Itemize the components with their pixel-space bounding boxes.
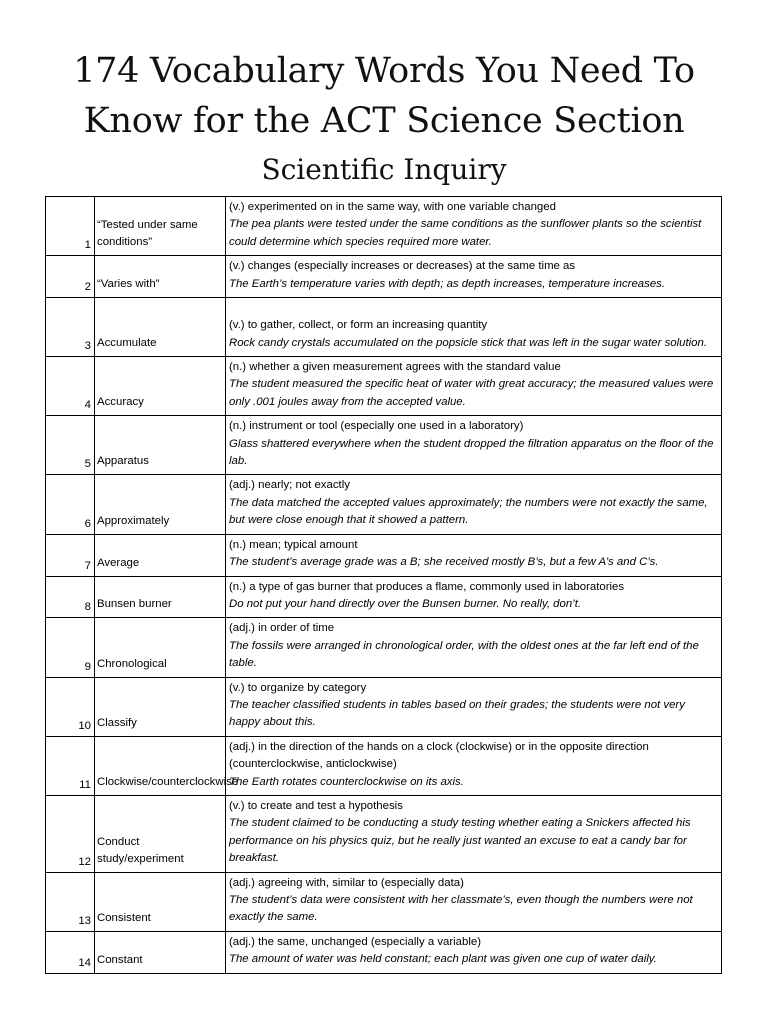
definition-text: (n.) a type of gas burner that produces a flame, commonly used in laboratories (229, 580, 625, 593)
vocab-term: Approximately (95, 475, 226, 534)
section-subtitle: Scientific Inquiry (261, 153, 507, 186)
row-number: 13 (46, 872, 95, 931)
row-number: 14 (46, 931, 95, 973)
row-number: 12 (46, 795, 95, 872)
example-sentence: The fossils were arranged in chronological order, with the oldest ones at the far left end of the table. (229, 639, 699, 670)
table-row (46, 677, 722, 736)
table-row (46, 795, 722, 872)
title-line-1: 174 Vocabulary Words You Need To (73, 51, 695, 91)
definition-cell (226, 357, 722, 416)
example-sentence: Rock candy crystals accumulated on the popsicle stick that was left in the sugar water solution. (229, 336, 708, 349)
table-row (46, 298, 722, 357)
definition-text: (v.) to create and test a hypothesis (229, 799, 403, 812)
table-row (46, 736, 722, 795)
vocab-term: Accuracy (95, 357, 226, 416)
example-sentence: The student measured the specific heat of water with great accuracy; the measured values were only .001 joules away from the accepted value. (229, 378, 714, 408)
table-row (46, 357, 722, 416)
example-sentence: Do not put your hand directly over the Bunsen burner. No really, don’t. (229, 597, 582, 610)
definition-text: (n.) instrument or tool (especially one used in a laboratory) (229, 420, 524, 433)
vocab-term: Classify (95, 677, 226, 736)
vocabulary-table (45, 196, 722, 974)
definition-cell (226, 872, 722, 931)
example-sentence: The amount of water was held constant; each plant was given one cup of water daily. (229, 953, 657, 966)
definition-cell (226, 534, 722, 576)
example-sentence: The student claimed to be conducting a study testing whether eating a Snickers affected his performance on his physics quiz, but he really just wanted an excuse to eat a candy bar for breakfast. (229, 817, 691, 865)
definition-text: (v.) to organize by category (229, 681, 367, 694)
definition-cell (226, 475, 722, 534)
table-row (46, 931, 722, 973)
vocab-term: Average (95, 534, 226, 576)
vocab-term: Chronological (95, 618, 226, 677)
vocab-term: Clockwise/counterclockwise (95, 736, 226, 795)
row-number: 8 (46, 576, 95, 618)
example-sentence: The student’s data were consistent with her classmate’s, even though the numbers were not exactly the same. (229, 894, 693, 924)
table-row (46, 256, 722, 298)
definition-cell (226, 736, 722, 795)
table-row (46, 475, 722, 534)
row-number: 10 (46, 677, 95, 736)
example-sentence: The data matched the accepted values approximately; the numbers were not exactly the same, but were close enough that it showed a pattern. (229, 496, 708, 527)
definition-cell (226, 931, 722, 973)
row-number: 1 (46, 197, 95, 256)
row-number: 4 (46, 357, 95, 416)
row-number: 9 (46, 618, 95, 677)
row-number: 11 (46, 736, 95, 795)
definition-text: (v.) experimented on in the same way, with one variable changed (229, 201, 556, 213)
vocab-term: Consistent (95, 872, 226, 931)
vocab-term: Bunsen burner (95, 576, 226, 618)
definition-cell (226, 197, 722, 256)
example-sentence: The student’s average grade was a B; she received mostly B’s, but a few A’s and C’s. (229, 556, 659, 569)
vocab-term: Conduct study/experiment (95, 795, 226, 872)
vocab-term: Accumulate (95, 298, 226, 357)
vocab-term: “Varies with” (95, 256, 226, 298)
vocab-term: Apparatus (95, 416, 226, 475)
definition-text: (n.) whether a given measurement agrees with the standard value (229, 361, 561, 374)
example-sentence: The teacher classified students in tables based on their grades; the students were not very happy about this. (229, 698, 685, 729)
row-number: 3 (46, 298, 95, 357)
definition-text: (v.) changes (especially increases or decreases) at the same time as (229, 260, 576, 273)
row-number: 2 (46, 256, 95, 298)
row-number: 7 (46, 534, 95, 576)
example-sentence: The Earth rotates counterclockwise on its axis. (229, 775, 464, 788)
title-line-2: Know for the ACT Science Section (83, 101, 685, 141)
definition-cell (226, 298, 722, 357)
page-title (0, 46, 768, 146)
definition-text: (adj.) in the direction of the hands on a clock (clockwise) or in the opposite direction (counterclockwise, anticlockwise) (229, 740, 649, 771)
row-number: 6 (46, 475, 95, 534)
definition-text: (v.) to gather, collect, or form an increasing quantity (229, 319, 488, 332)
example-sentence: The Earth’s temperature varies with depth; as depth increases, temperature increases. (229, 277, 666, 290)
definition-text: (adj.) in order of time (229, 622, 335, 635)
definition-text: (adj.) nearly; not exactly (229, 479, 350, 492)
example-sentence: Glass shattered everywhere when the student dropped the filtration apparatus on the floor of the lab. (229, 437, 714, 468)
table-row (46, 534, 722, 576)
definition-cell (226, 576, 722, 618)
definition-cell (226, 618, 722, 677)
definition-cell (226, 256, 722, 298)
definition-text: (adj.) agreeing with, similar to (especially data) (229, 876, 464, 889)
vocab-term: Constant (95, 931, 226, 973)
definition-cell (226, 677, 722, 736)
definition-cell (226, 416, 722, 475)
table-row (46, 197, 722, 256)
example-sentence: The pea plants were tested under the same conditions as the sunflower plants so the scientist could determine which species required more water. (229, 218, 702, 248)
definition-cell (226, 795, 722, 872)
vocabulary-table-body (46, 197, 722, 974)
row-number: 5 (46, 416, 95, 475)
vocab-term: “Tested under same conditions” (95, 197, 226, 256)
table-row (46, 416, 722, 475)
definition-text: (n.) mean; typical amount (229, 538, 358, 551)
table-row (46, 618, 722, 677)
definition-text: (adj.) the same, unchanged (especially a variable) (229, 936, 481, 948)
table-row (46, 576, 722, 618)
table-row (46, 872, 722, 931)
